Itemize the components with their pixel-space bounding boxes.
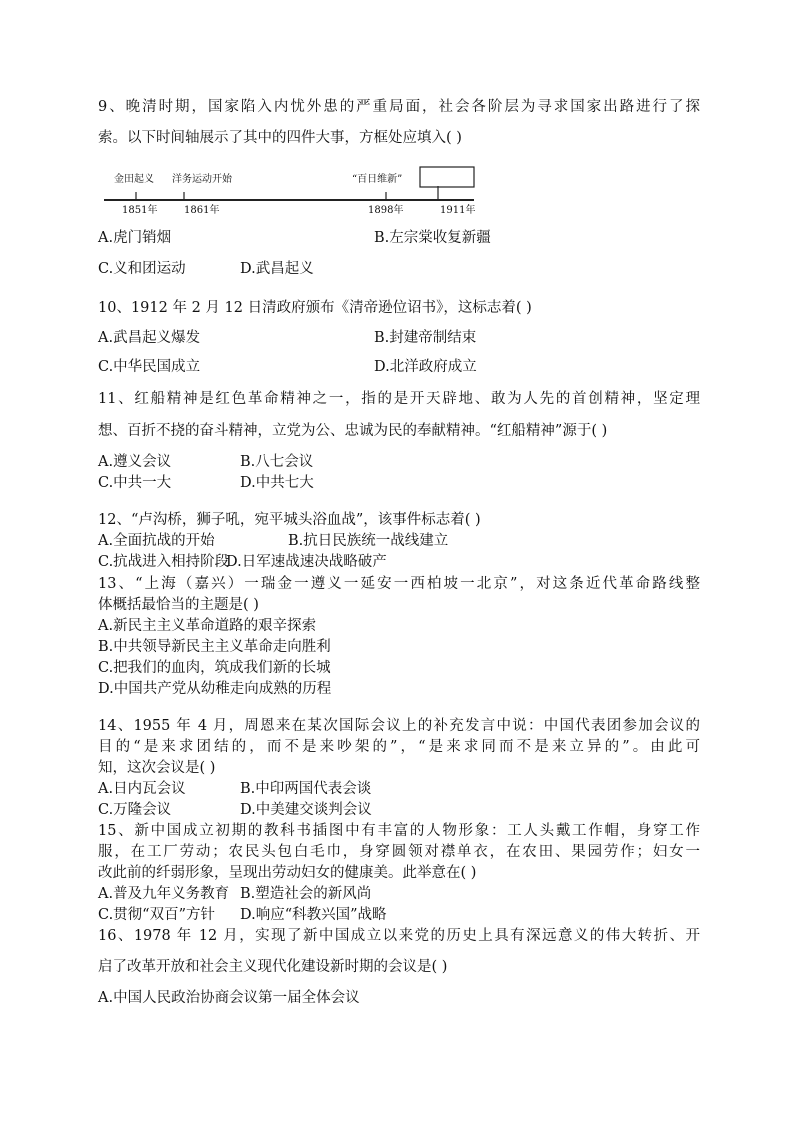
q9-option-a[interactable]: A.虎门销烟 [98,230,172,246]
timeline-year-label: 1911年 [440,205,476,216]
q11-options-row1 [98,451,700,473]
q10-option-c[interactable]: C.中华民国成立 [98,359,201,375]
q12-options-row2 [98,551,700,573]
q9-stem-line2: 索。以下时间轴展示了其中的四件大事，方框处应填入( ) [98,130,462,146]
timeline-event-label: 洋务运动开始 [172,174,232,185]
q10-option-a[interactable]: A.武昌起义爆发 [98,330,201,346]
q13-option-b[interactable]: B.中共领导新民主主义革命走向胜利 [98,639,331,655]
q14-stem-line2: 目的“是来求团结的，而不是来吵架的”，“是来求同而不是来立异的”。由此可 [98,739,700,755]
q13-option-a[interactable]: A.新民主主义革命道路的艰辛探索 [98,618,317,634]
q14-option-c[interactable]: C.万隆会议 [98,802,172,818]
q12-option-d[interactable]: D.日军速战速决战略破产 [226,554,387,570]
q14-option-b[interactable]: B.中印两国代表会谈 [240,781,372,797]
timeline-year-label: 1861年 [184,205,220,216]
q11-stem-line2: 想、百折不挠的奋斗精神，立党为公、忠诚为民的奉献精神。“红船精神”源于( ) [98,423,608,439]
q13-stem-line1: 13、“上海（嘉兴）一瑞金一遵义一延安一西柏坡一北京”，对这条近代革命路线整 [98,576,700,592]
q9-option-b[interactable]: B.左宗棠收复新疆 [374,230,491,246]
q9-options-row1 [98,227,700,249]
q16-stem-line2: 启了改革开放和社会主义现代化建设新时期的会议是( ) [98,959,448,975]
q10-stem-line1: 10、1912 年 2 月 12 日清政府颁布《清帝逊位诏书》，这标志着( ) [98,300,532,316]
q15-option-a[interactable]: A.普及九年义务教育 [98,886,230,902]
q14-option-d[interactable]: D.中美建交谈判会议 [240,802,372,818]
q12-stem-line1: 12、“卢沟桥，狮子吼，宛平城头浴血战”，该事件标志着( ) [98,512,481,528]
q14-options-row1 [98,778,700,800]
q11-option-c[interactable]: C.中共一大 [98,475,172,491]
q9-options-row2 [98,258,700,280]
q14-stem-line3: 知，这次会议是( ) [98,760,216,776]
q10-option-d[interactable]: D.北洋政府成立 [374,359,477,375]
q16-option-a[interactable]: A.中国人民政治协商会议第一届全体会议 [98,990,360,1006]
q13-option-c[interactable]: C.把我们的血肉，筑成我们新的长城 [98,660,331,676]
q14-option-a[interactable]: A.日内瓦会议 [98,781,186,797]
q10-option-b[interactable]: B.封建帝制结束 [374,330,477,346]
q12-option-c[interactable]: C.抗战进入相持阶段 [98,554,230,570]
q15-stem-line2: 服，在工厂劳动；农民头包白毛巾，身穿圆领对襟单衣，在农田、果园劳作；妇女一 [98,844,700,860]
q12-options-row1 [98,530,700,552]
q11-options-row2 [98,472,700,494]
q11-stem-line1: 11、红船精神是红色革命精神之一，指的是开天辟地、敢为人先的首创精神，坚定理 [98,391,700,407]
q9-stem-line1: 9、晚清时期，国家陷入内忧外患的严重局面，社会各阶层为寻求国家出路进行了探 [98,99,700,115]
q13-stem-line2: 体概括最恰当的主题是( ) [98,597,259,613]
q12-option-b[interactable]: B.抗日民族统一战线建立 [288,533,449,549]
q10-options-row1 [98,327,700,349]
q16-stem-line1: 16、1978 年 12 月，实现了新中国成立以来党的历史上具有深远意义的伟大转折、开 [98,928,700,944]
q15-option-b[interactable]: B.塑造社会的新风尚 [240,886,372,902]
q15-option-c[interactable]: C.贯彻“双百”方针 [98,907,216,923]
q11-option-b[interactable]: B.八七会议 [240,454,314,470]
q12-option-a[interactable]: A.全面抗战的开始 [98,533,215,549]
q9-option-c[interactable]: C.义和团运动 [98,261,186,277]
q11-option-d[interactable]: D.中共七大 [240,475,314,491]
q14-options-row2 [98,799,700,821]
q15-option-d[interactable]: D.响应“科教兴国”战略 [240,907,387,923]
timeline-year-label: 1851年 [122,205,158,216]
q15-stem-line1: 15、新中国成立初期的教科书插图中有丰富的人物形象：工人头戴工作帽，身穿工作 [98,823,700,839]
q11-option-a[interactable]: A.遵义会议 [98,454,172,470]
timeline-event-label: “百日维新” [352,174,403,185]
q15-options-row2 [98,904,700,926]
timeline-year-label: 1898年 [368,205,404,216]
q10-options-row2 [98,356,700,378]
q14-stem-line1: 14、1955 年 4 月，周恩来在某次国际会议上的补充发言中说：中国代表团参加会议的 [98,718,700,734]
timeline-blank-box [420,167,474,187]
q9-timeline-figure [98,162,490,222]
q13-option-d[interactable]: D.中国共产党从幼稚走向成熟的历程 [98,681,332,697]
q15-options-row1 [98,883,700,905]
q9-option-d[interactable]: D.武昌起义 [240,261,314,277]
q15-stem-line3: 改此前的纤弱形象，呈现出劳动妇女的健康美。此举意在( ) [98,865,477,881]
timeline-event-label: 金田起义 [114,174,154,185]
